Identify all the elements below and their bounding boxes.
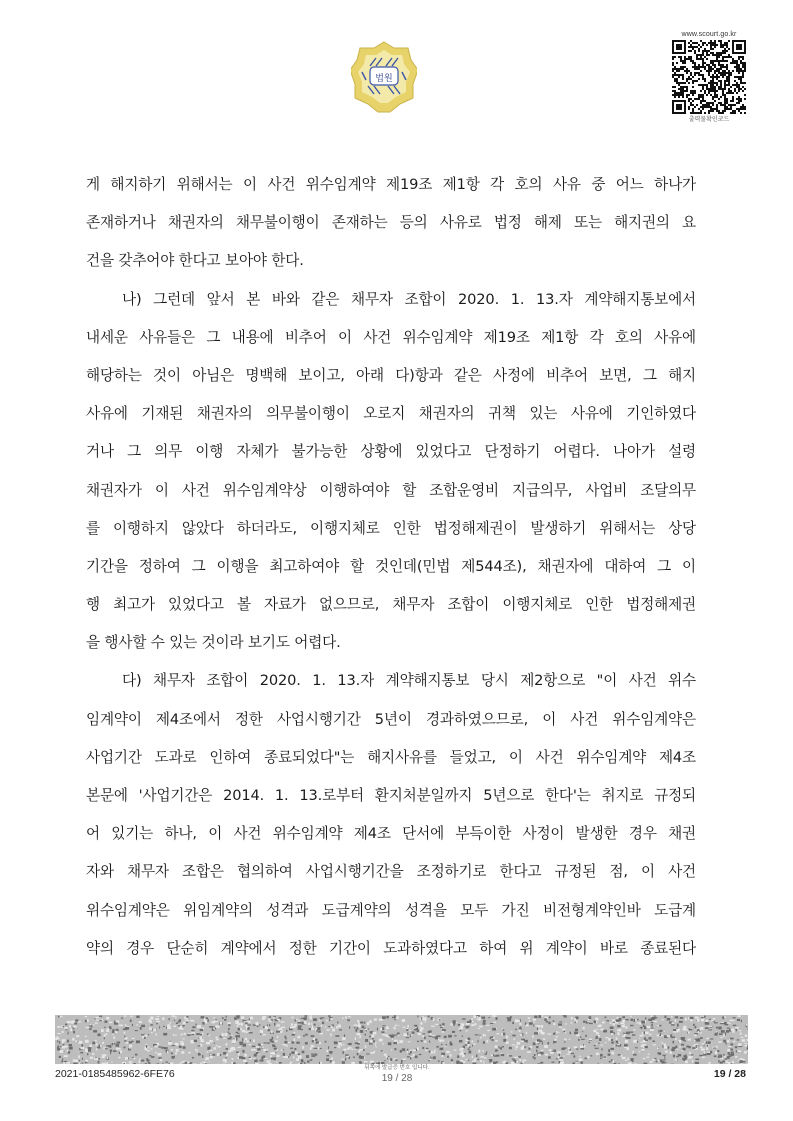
- court-emblem-logo: [351, 40, 417, 114]
- body-line: 다) 채무자 조합이 2020. 1. 13.자 계약해지통보 당시 제2항으로 "이 사건 위수: [122, 672, 696, 690]
- body-line: 사유에 기재된 채권자의 의무불이행이 오로지 채권자의 귀책 있는 사유에 기인하였다: [86, 405, 696, 423]
- body-line: 위수임계약은 위임계약의 성격과 도급계약의 성격을 모두 가진 비전형계약인바 도급계: [86, 901, 696, 919]
- body-line: 임계약이 제4조에서 정한 사업시행기간 5년이 경과하였으므로, 이 사건 위수임계약은: [86, 710, 696, 728]
- body-line: 건을 갖추어야 한다고 보아야 한다.: [86, 252, 304, 270]
- body-line: 을 행사할 수 있는 것이라 보기도 어렵다.: [86, 634, 341, 652]
- body-line: 해당하는 것이 아님은 명백해 보이고, 아래 다)항과 같은 사정에 비추어 보면, 그 해지: [86, 366, 696, 384]
- body-line: 존재하거나 채권자의 채무불이행이 존재하는 등의 사유로 법정 해제 또는 해지권의 요: [86, 214, 696, 232]
- qr-verification-block: [670, 30, 748, 124]
- body-line: 행 최고가 있었다고 볼 자료가 없으므로, 채무자 조합이 이행지체로 인한 법정해제권: [86, 596, 696, 614]
- document-id: 2021-0185485962-6FE76: [55, 1068, 175, 1080]
- document-body: [86, 172, 696, 974]
- qr-caption: 출력물확인코드: [688, 116, 730, 123]
- body-line: 내세운 사유들은 그 내용에 비추어 이 사건 위수임계약 제19조 제1항 각 호의 사유에: [86, 328, 696, 346]
- emblem-text: 법원: [375, 74, 393, 84]
- body-line: 거나 그 의무 이행 자체가 불가능한 상황에 있었다고 단정하기 어렵다. 나아가 설령: [86, 443, 696, 461]
- body-line: 사업기간 도과로 인하여 종료되었다"는 해지사유를 들었고, 이 사건 위수임계약 제4조: [86, 748, 696, 766]
- security-pattern-band: [55, 1015, 748, 1064]
- body-line: 채권자가 이 사건 위수임계약상 이행하여야 할 조합운영비 지급의무, 사업비 조달의무: [86, 481, 696, 499]
- body-line: 자와 채무자 조합은 협의하여 사업시행기간을 조정하기로 한다고 규정된 점, 이 사건: [86, 863, 696, 881]
- body-line: 어 있기는 하나, 이 사건 위수임계약 제4조 단서에 부득이한 사정이 발생한 경우 채권: [86, 825, 696, 843]
- body-line: 본문에 '사업기간은 2014. 1. 13.로부터 환지처분일까지 5년으로 한다'는 취지로 규정되: [86, 787, 696, 804]
- qr-code-icon: [672, 40, 746, 114]
- body-line: 게 해지하기 위해서는 이 사건 위수임계약 제19조 제1항 각 호의 사유 중 어느 하나가: [86, 176, 696, 193]
- qr-url: www.scourt.go.kr: [681, 31, 737, 38]
- body-line: 를 이행하지 않았다 하더라도, 이행지체로 인한 법정해제권이 발생하기 위해서는 상당: [86, 519, 696, 537]
- footer-note: 뒤쪽에 발급증 번호 입니다.: [364, 1065, 430, 1071]
- body-line: 기간을 정하여 그 이행을 최고하여야 할 것인데(민법 제544조), 채권자에 대하여 그 이: [86, 557, 696, 575]
- footer-center-page-number: 19 / 28: [381, 1073, 413, 1084]
- body-line: 나) 그런데 앞서 본 바와 같은 채무자 조합이 2020. 1. 13.자 계약해지통보에서: [122, 290, 696, 308]
- page-number: 19 / 28: [713, 1068, 746, 1080]
- body-line: 약의 경우 단순히 계약에서 정한 기간이 도과하였다고 하여 위 계약이 바로 종료된다: [86, 939, 696, 957]
